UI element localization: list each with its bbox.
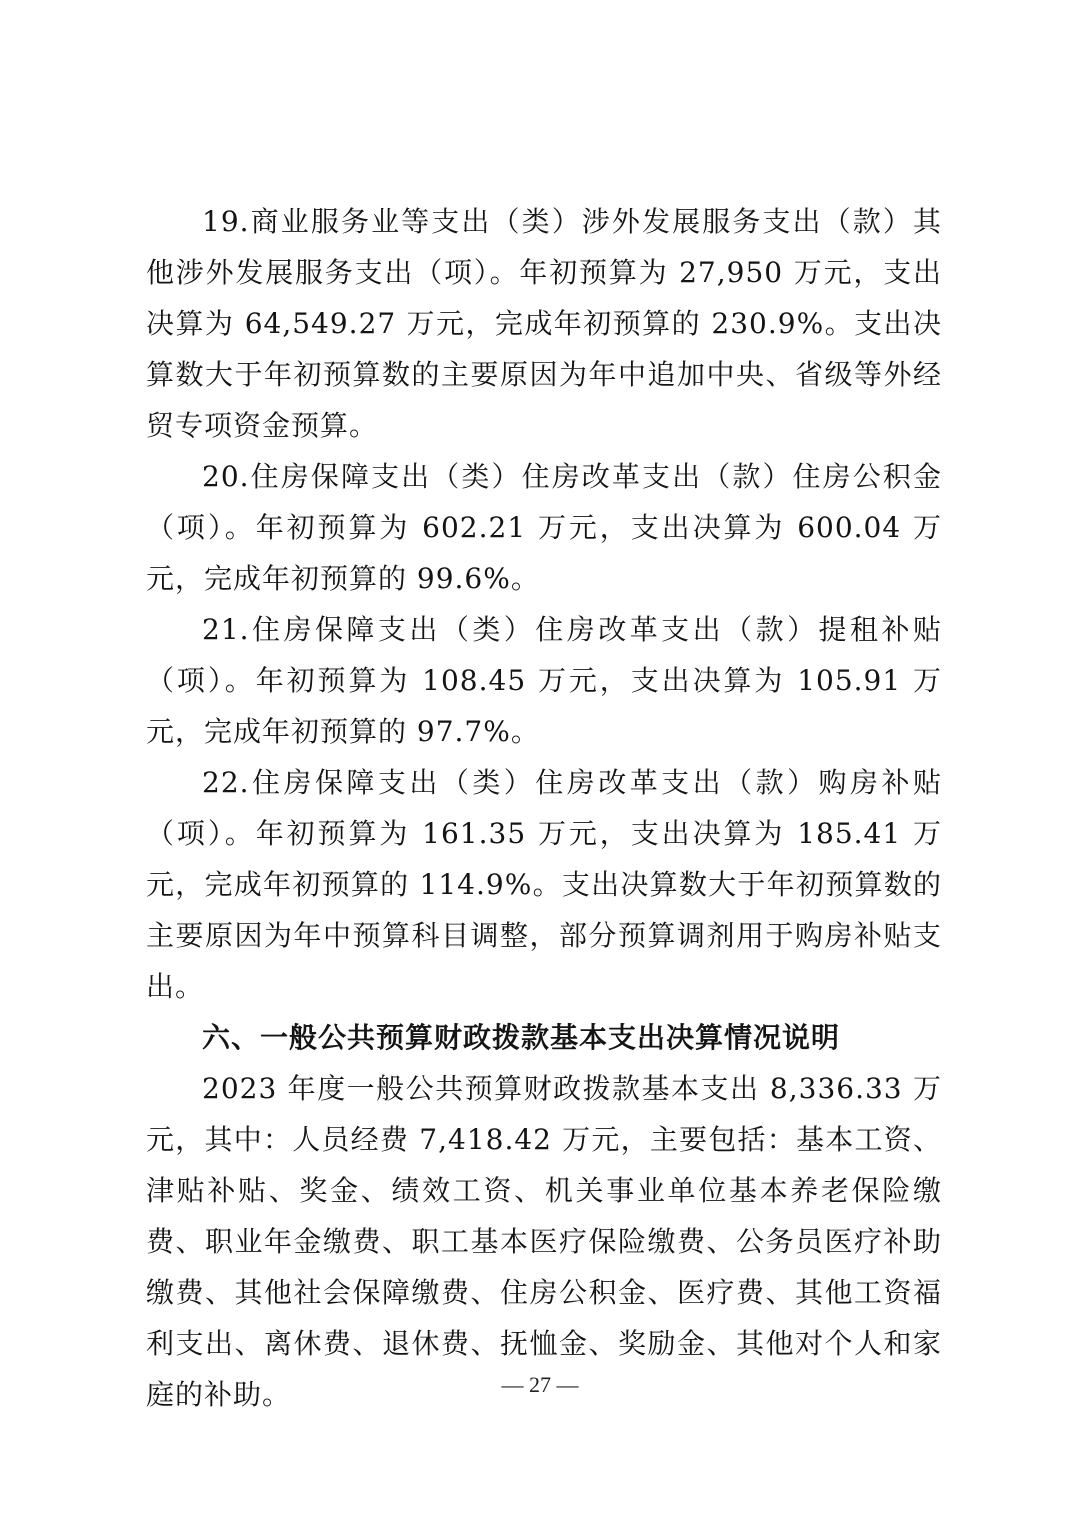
paragraph-item-21: 21.住房保障支出（类）住房改革支出（款）提租补贴（项）。年初预算为 108.45 万元，支出决算为 105.91 万元，完成年初预算的 97.7%。 bbox=[146, 613, 942, 748]
document-body bbox=[146, 196, 942, 1420]
paragraph-item-20: 20.住房保障支出（类）住房改革支出（款）住房公积金（项）。年初预算为 602.21 万元，支出决算为 600.04 万元，完成年初预算的 99.6%。 bbox=[146, 460, 942, 595]
page-number: — 27 — bbox=[501, 1372, 579, 1397]
section-heading: 六、一般公共预算财政拨款基本支出决算情况说明 bbox=[202, 1021, 841, 1054]
section-paragraph: 2023 年度一般公共预算财政拨款基本支出 8,336.33 万元，其中：人员经费 7,418.42 万元，主要包括：基本工资、津贴补贴、奖金、绩效工资、机关事业单位基本养老保险缴费、职业年金缴费、职工基本医疗保险缴费、公务员医疗补助缴费、其他社会保障缴费、住房公积金、医疗费、其他工资福利支出、离休费、退休费、抚恤金、奖励金、其他对个人和家庭的补助。 bbox=[146, 1072, 942, 1411]
paragraph-item-19: 19.商业服务业等支出（类）涉外发展服务支出（款）其他涉外发展服务支出（项）。年初预算为 27,950 万元，支出决算为 64,549.27 万元，完成年初预算的 230.9%。支出决算数大于年初预算数的主要原因为年中追加中央、省级等外经贸专项资金预算。 bbox=[146, 205, 942, 442]
paragraph-item-22: 22.住房保障支出（类）住房改革支出（款）购房补贴（项）。年初预算为 161.35 万元，支出决算为 185.41 万元，完成年初预算的 114.9%。支出决算数大于年初预算数的主要原因为年中预算科目调整，部分预算调剂用于购房补贴支出。 bbox=[146, 766, 942, 1003]
